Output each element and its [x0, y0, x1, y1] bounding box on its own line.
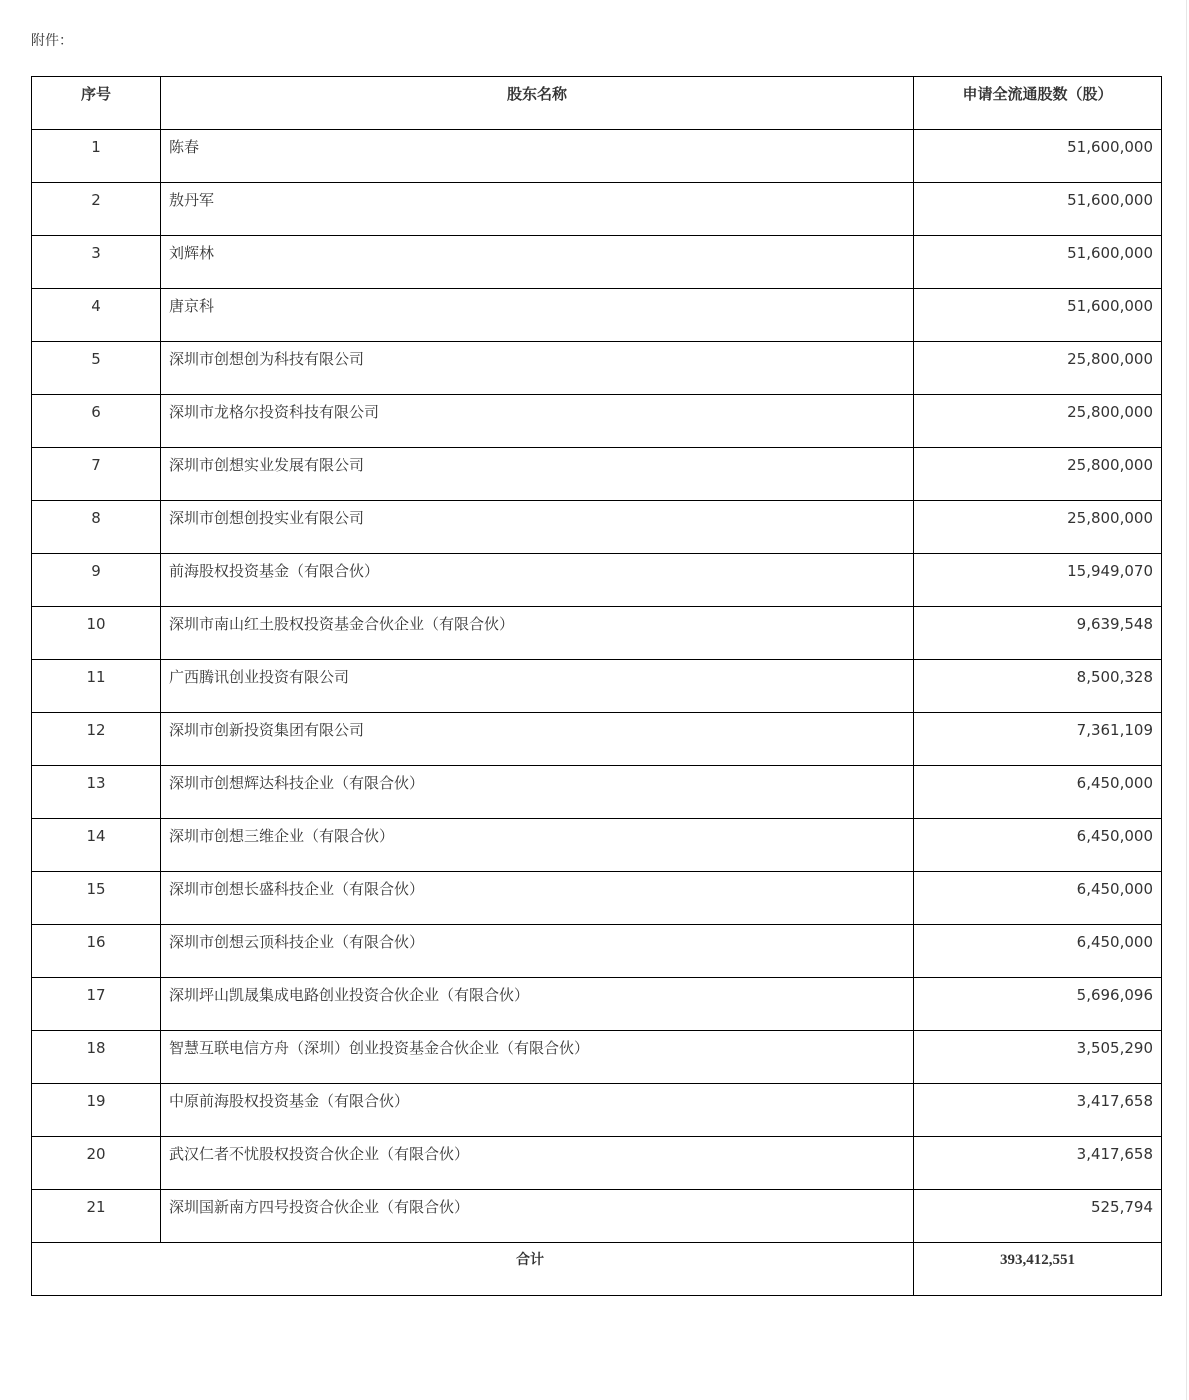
- row-shares: 525,794: [1090, 1198, 1153, 1216]
- row-index-cell: [32, 766, 161, 819]
- row-shareholder-name: 深圳市创想长盛科技企业（有限合伙）: [169, 880, 425, 898]
- row-index: 18: [86, 1039, 106, 1057]
- row-index: 19: [86, 1092, 106, 1110]
- row-shares: 8,500,328: [1076, 668, 1153, 686]
- table-row: [32, 289, 1162, 342]
- row-shareholder-name-cell: [161, 1190, 914, 1243]
- row-shares: 3,505,290: [1076, 1039, 1153, 1057]
- row-index: 1: [91, 138, 101, 156]
- row-shares: 6,450,000: [1076, 880, 1153, 898]
- row-index: 12: [86, 721, 106, 739]
- row-shares-cell: [914, 1190, 1162, 1243]
- row-shareholder-name: 智慧互联电信方舟（深圳）创业投资基金合伙企业（有限合伙）: [169, 1039, 590, 1057]
- row-shareholder-name: 武汉仁者不忧股权投资合伙企业（有限合伙）: [169, 1145, 470, 1163]
- header-name: [161, 77, 914, 130]
- row-shareholder-name: 深圳市创想创为科技有限公司: [169, 350, 365, 368]
- row-index: 5: [91, 350, 101, 368]
- row-index-cell: [32, 978, 161, 1031]
- row-index-cell: [32, 1031, 161, 1084]
- row-shares-cell: [914, 236, 1162, 289]
- row-shares-cell: [914, 130, 1162, 183]
- row-index-cell: [32, 236, 161, 289]
- row-shares-cell: [914, 501, 1162, 554]
- row-shareholder-name: 广西腾讯创业投资有限公司: [169, 668, 350, 686]
- row-shareholder-name-cell: [161, 872, 914, 925]
- row-shareholder-name: 深圳国新南方四号投资合伙企业（有限合伙）: [169, 1198, 470, 1216]
- row-shares-cell: [914, 1084, 1162, 1137]
- total-label: 合计: [516, 1252, 544, 1268]
- header-index-label: 序号: [80, 85, 111, 103]
- row-shareholder-name: 深圳市龙格尔投资科技有限公司: [169, 403, 380, 421]
- row-index-cell: [32, 130, 161, 183]
- row-index-cell: [32, 607, 161, 660]
- row-shares-cell: [914, 1137, 1162, 1190]
- row-shares-cell: [914, 289, 1162, 342]
- row-index-cell: [32, 554, 161, 607]
- row-shareholder-name-cell: [161, 1084, 914, 1137]
- row-shares: 5,696,096: [1076, 986, 1153, 1004]
- table-row: [32, 978, 1162, 1031]
- table-row: [32, 925, 1162, 978]
- row-shareholder-name-cell: [161, 183, 914, 236]
- row-shares-cell: [914, 607, 1162, 660]
- row-index-cell: [32, 289, 161, 342]
- row-shares-cell: [914, 395, 1162, 448]
- row-shares: 51,600,000: [1067, 244, 1153, 262]
- row-shares: 25,800,000: [1067, 509, 1153, 527]
- table-row: [32, 819, 1162, 872]
- table-row: [32, 1137, 1162, 1190]
- table-header-row: [32, 77, 1162, 130]
- row-shareholder-name-cell: [161, 1137, 914, 1190]
- row-shareholder-name-cell: [161, 554, 914, 607]
- row-index-cell: [32, 1137, 161, 1190]
- row-shareholder-name-cell: [161, 1031, 914, 1084]
- row-shares-cell: [914, 660, 1162, 713]
- row-shares: 25,800,000: [1067, 456, 1153, 474]
- table-row: [32, 766, 1162, 819]
- row-shareholder-name: 深圳市南山红土股权投资基金合伙企业（有限合伙）: [169, 615, 515, 633]
- page-edge-divider: [1186, 0, 1187, 1400]
- row-index: 7: [91, 456, 101, 474]
- row-index: 8: [91, 509, 101, 527]
- total-shares-cell: [914, 1243, 1162, 1296]
- row-shareholder-name-cell: [161, 766, 914, 819]
- row-shares: 25,800,000: [1067, 403, 1153, 421]
- table-row: [32, 1084, 1162, 1137]
- row-shareholder-name: 深圳市创想云顶科技企业（有限合伙）: [169, 933, 425, 951]
- row-shareholder-name-cell: [161, 925, 914, 978]
- row-index-cell: [32, 819, 161, 872]
- row-index: 6: [91, 403, 101, 421]
- row-shareholder-name: 刘辉林: [169, 244, 215, 262]
- row-index-cell: [32, 395, 161, 448]
- header-shares-label: 申请全流通股数（股）: [962, 85, 1113, 103]
- row-shares: 9,639,548: [1076, 615, 1153, 633]
- row-index: 15: [86, 880, 106, 898]
- row-shareholder-name-cell: [161, 607, 914, 660]
- row-shareholder-name-cell: [161, 713, 914, 766]
- table-row: [32, 183, 1162, 236]
- row-shares: 6,450,000: [1076, 774, 1153, 792]
- row-shares-cell: [914, 448, 1162, 501]
- table-row: [32, 501, 1162, 554]
- row-shares-cell: [914, 342, 1162, 395]
- row-shareholder-name: 深圳市创想实业发展有限公司: [169, 456, 365, 474]
- row-shareholder-name: 前海股权投资基金（有限合伙）: [169, 562, 380, 580]
- row-shareholder-name-cell: [161, 236, 914, 289]
- row-shares-cell: [914, 925, 1162, 978]
- table-row: [32, 554, 1162, 607]
- row-index: 20: [86, 1145, 106, 1163]
- total-row: [32, 1243, 1162, 1296]
- row-shareholder-name: 陈春: [169, 138, 200, 156]
- row-index: 13: [86, 774, 106, 792]
- header-index: [32, 77, 161, 130]
- row-shares: 6,450,000: [1076, 827, 1153, 845]
- row-shareholder-name-cell: [161, 395, 914, 448]
- table-row: [32, 607, 1162, 660]
- row-shares-cell: [914, 872, 1162, 925]
- row-index-cell: [32, 183, 161, 236]
- row-shareholder-name: 唐京科: [169, 297, 215, 315]
- row-shares: 3,417,658: [1076, 1145, 1153, 1163]
- row-shareholder-name-cell: [161, 660, 914, 713]
- table-row: [32, 236, 1162, 289]
- row-shares-cell: [914, 554, 1162, 607]
- table-row: [32, 130, 1162, 183]
- table-row: [32, 342, 1162, 395]
- table-row: [32, 448, 1162, 501]
- total-label-cell: [32, 1243, 914, 1296]
- attachment-label: 附件：: [31, 33, 73, 49]
- row-shareholder-name: 深圳市创新投资集团有限公司: [169, 721, 365, 739]
- row-index-cell: [32, 501, 161, 554]
- row-shares-cell: [914, 1031, 1162, 1084]
- header-name-label: 股东名称: [506, 85, 567, 103]
- row-shares: 51,600,000: [1067, 297, 1153, 315]
- row-shares-cell: [914, 183, 1162, 236]
- shareholder-table: [31, 76, 1162, 1296]
- row-index-cell: [32, 1084, 161, 1137]
- row-shareholder-name: 敖丹军: [169, 191, 215, 209]
- row-index: 14: [86, 827, 106, 845]
- row-shareholder-name: 中原前海股权投资基金（有限合伙）: [169, 1092, 410, 1110]
- row-shareholder-name-cell: [161, 342, 914, 395]
- row-shares: 15,949,070: [1067, 562, 1153, 580]
- row-index: 10: [86, 615, 106, 633]
- row-index: 4: [91, 297, 101, 315]
- row-index: 3: [91, 244, 101, 262]
- row-index-cell: [32, 713, 161, 766]
- row-index: 9: [91, 562, 101, 580]
- row-index-cell: [32, 1190, 161, 1243]
- table-row: [32, 713, 1162, 766]
- row-shareholder-name-cell: [161, 501, 914, 554]
- row-shares: 51,600,000: [1067, 138, 1153, 156]
- row-index: 17: [86, 986, 106, 1004]
- row-shareholder-name-cell: [161, 978, 914, 1031]
- header-shares: [914, 77, 1162, 130]
- row-shareholder-name-cell: [161, 448, 914, 501]
- row-shareholder-name: 深圳市创想创投实业有限公司: [169, 509, 365, 527]
- table-row: [32, 1031, 1162, 1084]
- table-row: [32, 395, 1162, 448]
- row-shareholder-name-cell: [161, 819, 914, 872]
- row-index-cell: [32, 660, 161, 713]
- row-index: 2: [91, 191, 101, 209]
- row-shareholder-name: 深圳市创想三维企业（有限合伙）: [169, 827, 395, 845]
- row-shares: 25,800,000: [1067, 350, 1153, 368]
- row-shares: 6,450,000: [1076, 933, 1153, 951]
- row-shares-cell: [914, 713, 1162, 766]
- row-index: 16: [86, 933, 106, 951]
- row-shares-cell: [914, 819, 1162, 872]
- row-shares: 51,600,000: [1067, 191, 1153, 209]
- row-index-cell: [32, 342, 161, 395]
- row-index: 11: [86, 668, 106, 686]
- row-index-cell: [32, 448, 161, 501]
- row-shareholder-name: 深圳市创想辉达科技企业（有限合伙）: [169, 774, 425, 792]
- row-shares-cell: [914, 766, 1162, 819]
- row-shareholder-name-cell: [161, 289, 914, 342]
- row-shares: 7,361,109: [1076, 721, 1153, 739]
- row-index: 21: [86, 1198, 106, 1216]
- row-shares: 3,417,658: [1076, 1092, 1153, 1110]
- row-shareholder-name-cell: [161, 130, 914, 183]
- total-shares: 393,412,551: [1000, 1252, 1075, 1268]
- row-index-cell: [32, 872, 161, 925]
- row-shareholder-name: 深圳坪山凯晟集成电路创业投资合伙企业（有限合伙）: [169, 986, 530, 1004]
- table-row: [32, 1190, 1162, 1243]
- table-row: [32, 660, 1162, 713]
- table-body: [32, 130, 1162, 1243]
- row-index-cell: [32, 925, 161, 978]
- table-row: [32, 872, 1162, 925]
- row-shares-cell: [914, 978, 1162, 1031]
